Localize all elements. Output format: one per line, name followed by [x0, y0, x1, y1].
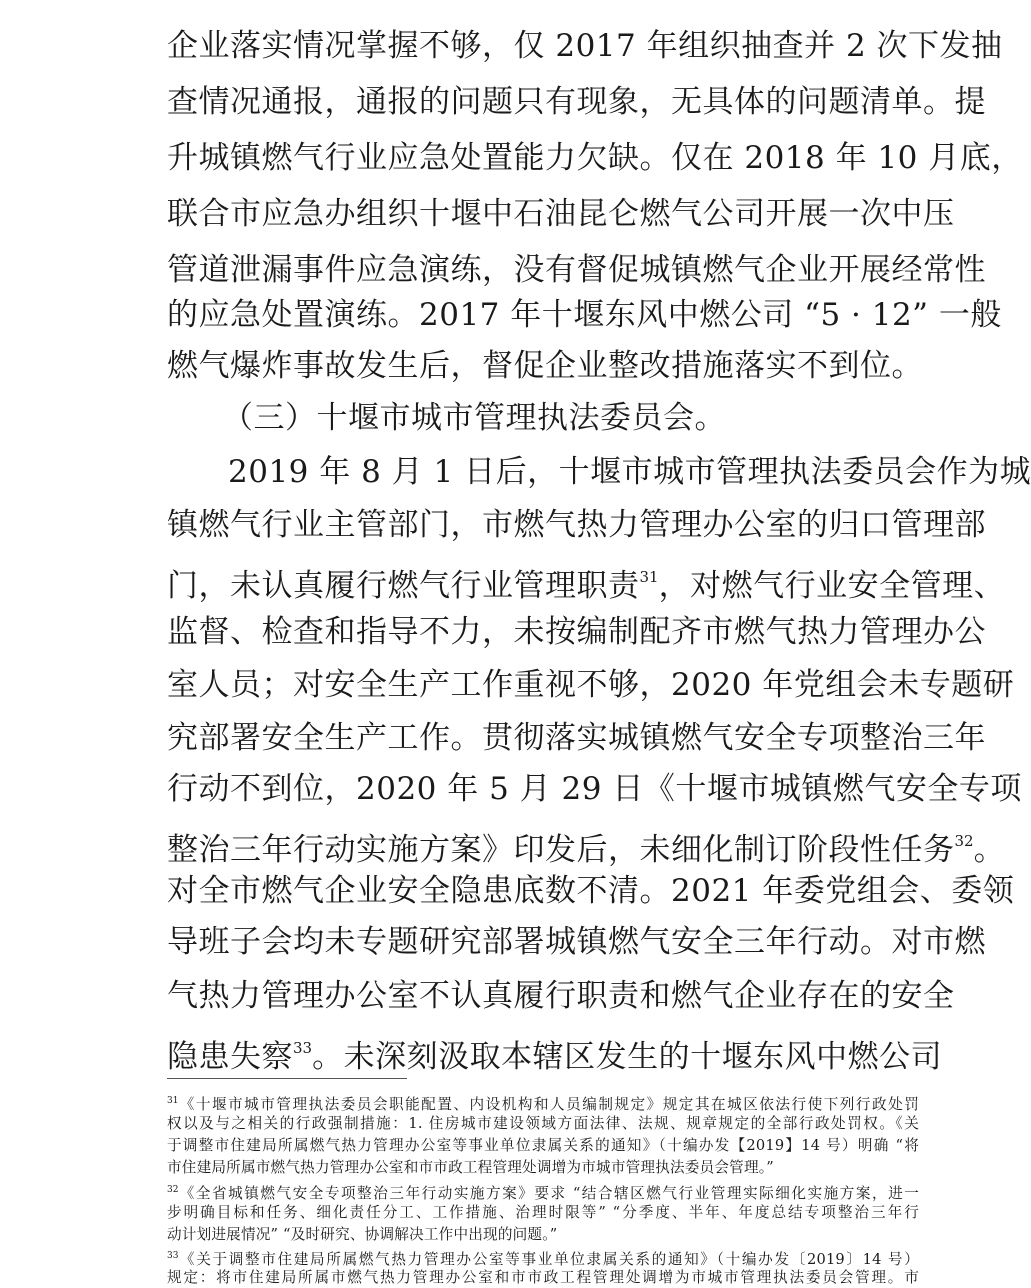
body-line: [167, 821, 1006, 868]
line-text: ，对燃气行业安全管理、: [658, 568, 1006, 604]
body-line: 查情况通报，通报的问题只有现象，无具体的问题清单。提: [167, 84, 986, 120]
footnote-line: 于调整市住建局所属燃气热力管理办公室等事业单位隶属关系的通知》（十编办发【2019】14 号）明确 “将: [167, 1137, 919, 1154]
footnote-ref: 32: [954, 832, 974, 850]
footnote-line: 权以及与之相关的行政强制措施：1. 住房城市建设领域方面法律、法规、规章规定的全部行政处罚权。《关: [167, 1115, 919, 1132]
body-line: 的应急处置演练。2017 年十堰东风中燃公司 “5 · 12” 一般: [167, 297, 1002, 333]
footnote-32: [167, 1180, 919, 1201]
body-line: [167, 557, 1006, 604]
footnote-ref: 33: [293, 1039, 313, 1057]
footnote-text: 《全省城镇燃气安全专项整治三年行动实施方案》要求 “结合辖区燃气行业管理实际细化实施方案，进一: [178, 1185, 919, 1202]
footnote-text: 《十堰市城市管理执法委员会职能配置、内设机构和人员编制规定》规定其在城区依法行使下列行政处罚: [178, 1096, 919, 1113]
footnote-31: [167, 1091, 919, 1112]
line-text: 。: [973, 832, 1006, 868]
footnote-line: 步明确目标和任务、细化责任分工、工作措施、治理时限等” “分季度、半年、年度总结专项整治三年行: [167, 1204, 919, 1221]
line-text: 。未深刻汲取本辖区发生的十堰东风中燃公司: [312, 1039, 943, 1075]
body-line: [167, 1028, 943, 1075]
body-line: 究部署安全生产工作。贯彻落实城镇燃气安全专项整治三年: [167, 720, 986, 756]
footnote-number: 33: [167, 1251, 179, 1261]
body-line: 导班子会均未专题研究部署城镇燃气安全三年行动。对市燃: [167, 924, 986, 960]
footnote-33: [167, 1246, 919, 1267]
body-line: 管道泄漏事件应急演练，没有督促城镇燃气企业开展经常性: [167, 252, 986, 288]
footnote-ref: 31: [639, 568, 659, 586]
body-line: 监督、检查和指导不力，未按编制配齐市燃气热力管理办公: [167, 614, 986, 650]
body-line: 联合市应急办组织十堰中石油昆仑燃气公司开展一次中压: [167, 196, 955, 232]
footnote-number: 31: [167, 1096, 179, 1106]
body-line: 燃气爆炸事故发生后，督促企业整改措施落实不到位。: [167, 348, 923, 384]
footnote-line: 动计划进展情况” “及时研究、协调解决工作中出现的问题。”: [167, 1226, 558, 1243]
footnote-text: 《关于调整市住建局所属燃气热力管理办公室等事业单位隶属关系的通知》（十编办发〔2019〕14 号）: [178, 1251, 919, 1268]
body-line: 升城镇燃气行业应急处置能力欠缺。仅在 2018 年 10 月底，: [167, 140, 1023, 176]
body-line: 室人员；对安全生产工作重视不够，2020 年党组会未专题研: [167, 667, 1015, 703]
footnote-line: 市住建局所属市燃气热力管理办公室和市市政工程管理处调增为市城市管理执法委员会管理。”: [167, 1159, 774, 1176]
footnote-line: 规定：将市住建局所属市燃气热力管理办公室和市市政工程管理处调增为市城市管理执法委员会管理。市: [167, 1269, 919, 1286]
footnote-number: 32: [167, 1185, 179, 1195]
line-text: 门，未认真履行燃气行业管理职责: [167, 568, 640, 604]
body-line: 2019 年 8 月 1 日后，十堰市城市管理执法委员会作为城: [228, 454, 1031, 490]
footnote-divider: [167, 1078, 407, 1079]
body-line: 对全市燃气企业安全隐患底数不清。2021 年委党组会、委领: [167, 873, 1015, 909]
line-text: 整治三年行动实施方案》印发后，未细化制订阶段性任务: [167, 832, 955, 868]
line-text: 隐患失察: [167, 1039, 293, 1075]
section-heading: （三）十堰市城市管理执法委员会。: [222, 400, 726, 436]
body-line: 行动不到位，2020 年 5 月 29 日《十堰市城镇燃气安全专项: [167, 771, 1022, 807]
body-line: 气热力管理办公室不认真履行职责和燃气企业存在的安全: [167, 978, 955, 1014]
body-line: 企业落实情况掌握不够，仅 2017 年组织抽查并 2 次下发抽: [167, 28, 1003, 64]
body-line: 镇燃气行业主管部门，市燃气热力管理办公室的归口管理部: [167, 507, 986, 543]
